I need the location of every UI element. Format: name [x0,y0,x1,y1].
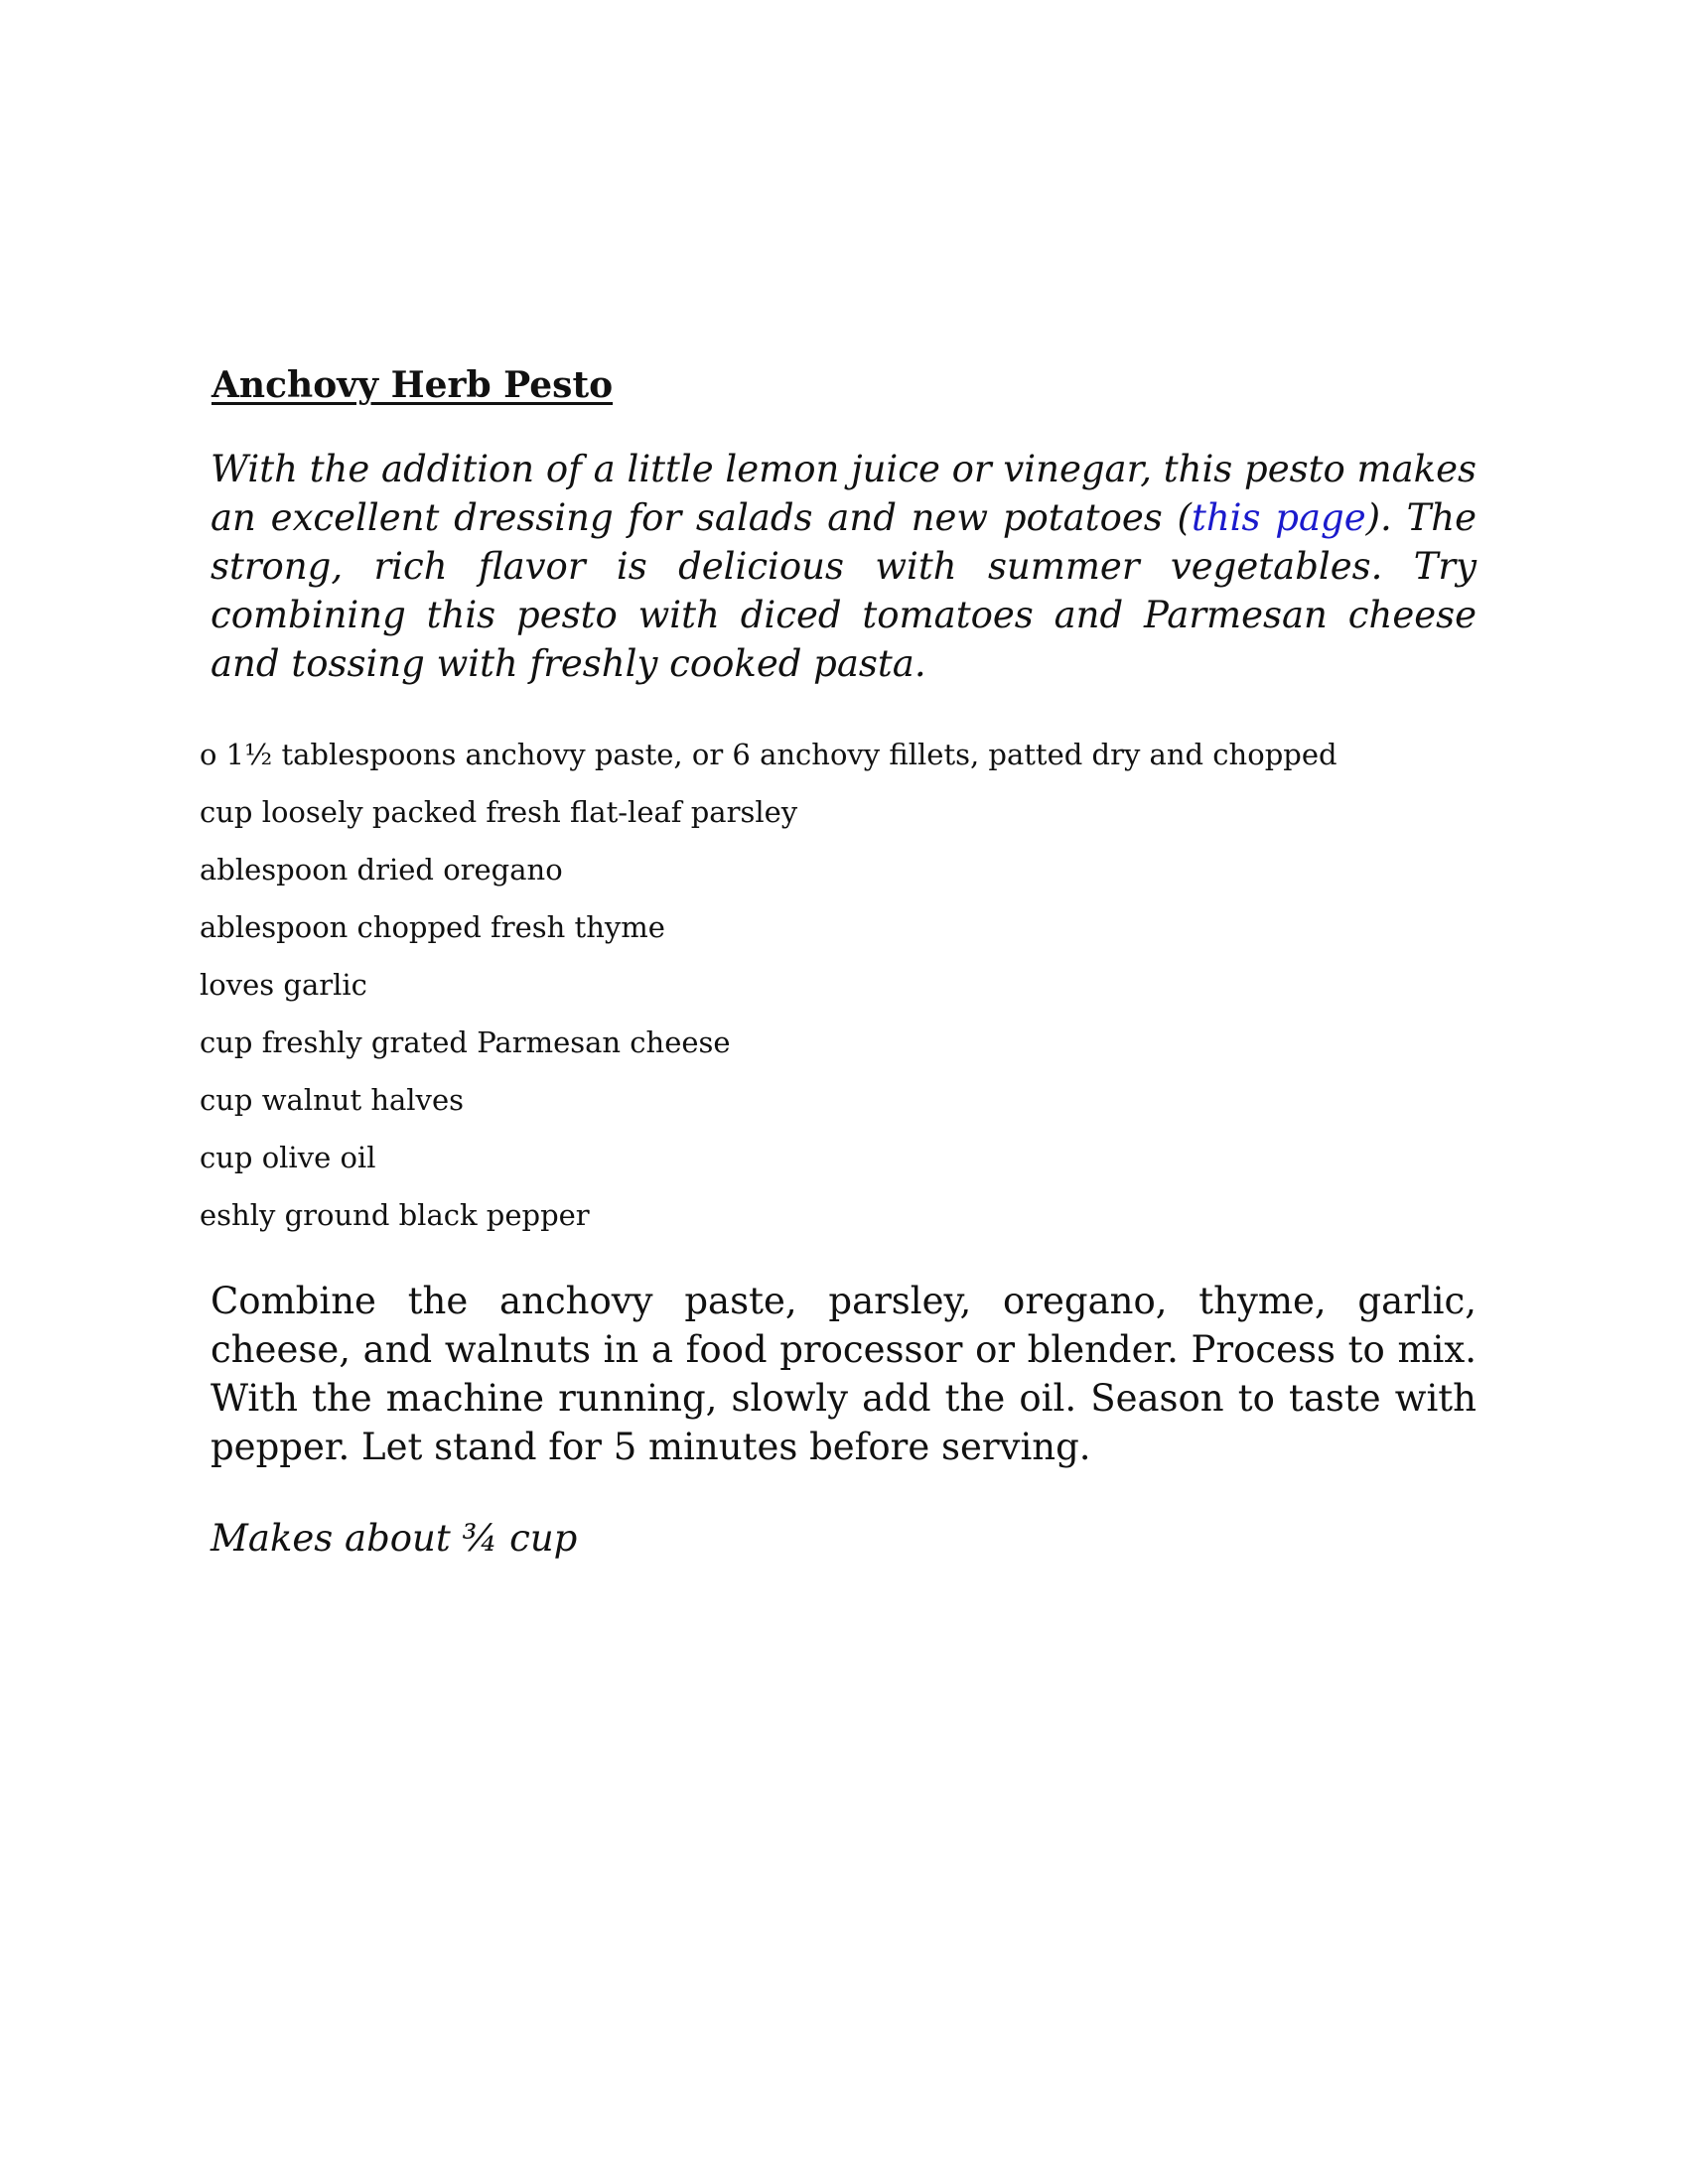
ingredient-item [0,960,1688,1018]
ingredient-text: ablespoon chopped fresh thyme [200,910,665,944]
ingredient-text: loves garlic [200,968,367,1002]
ingredient-text: o 1½ tablespoons anchovy paste, or 6 anchovy fillets, patted dry and chopped [200,738,1337,771]
ingredient-item [0,1075,1688,1133]
recipe-intro [211,445,1477,688]
ingredient-text: cup loosely packed fresh flat-leaf parsley [200,795,798,829]
ingredient-text: cup freshly grated Parmesan cheese [200,1025,731,1059]
intro-text-after-link: ). The strong, rich flavor is delicious with summer vegetables. Try combining this pesto with diced tomatoes and Parmesan cheese and tossing with freshly cooked pasta. [211,496,1477,685]
ingredient-item [0,902,1688,960]
ingredient-text: cup walnut halves [200,1083,464,1117]
ingredient-item [0,1190,1688,1248]
intro-text-before-link: With the addition of a little lemon juice or vinegar, this pesto makes an excellent dressing for salads and new potatoes ( [211,448,1477,539]
ingredient-item [0,1018,1688,1075]
this-page-link[interactable]: this page [1191,496,1366,539]
ingredient-text: cup olive oil [200,1141,376,1174]
ingredient-item [0,1133,1688,1190]
ingredient-text: ablespoon dried oregano [200,853,563,887]
recipe-title: Anchovy Herb Pesto [211,364,614,406]
ingredient-item [0,787,1688,845]
recipe-method: Combine the anchovy paste, parsley, oregano, thyme, garlic, cheese, and walnuts in a food processor or blender. Process to mix. With the machine running, slowly add the oil. Season to taste with pepper. Let stand for 5 minutes before serving. [211,1280,1477,1468]
ingredient-item [0,845,1688,902]
ingredient-item [0,730,1688,787]
ingredient-list [0,730,1688,1248]
recipe-yield: Makes about ¾ cup [211,1517,578,1560]
ingredient-text: eshly ground black pepper [200,1198,590,1232]
